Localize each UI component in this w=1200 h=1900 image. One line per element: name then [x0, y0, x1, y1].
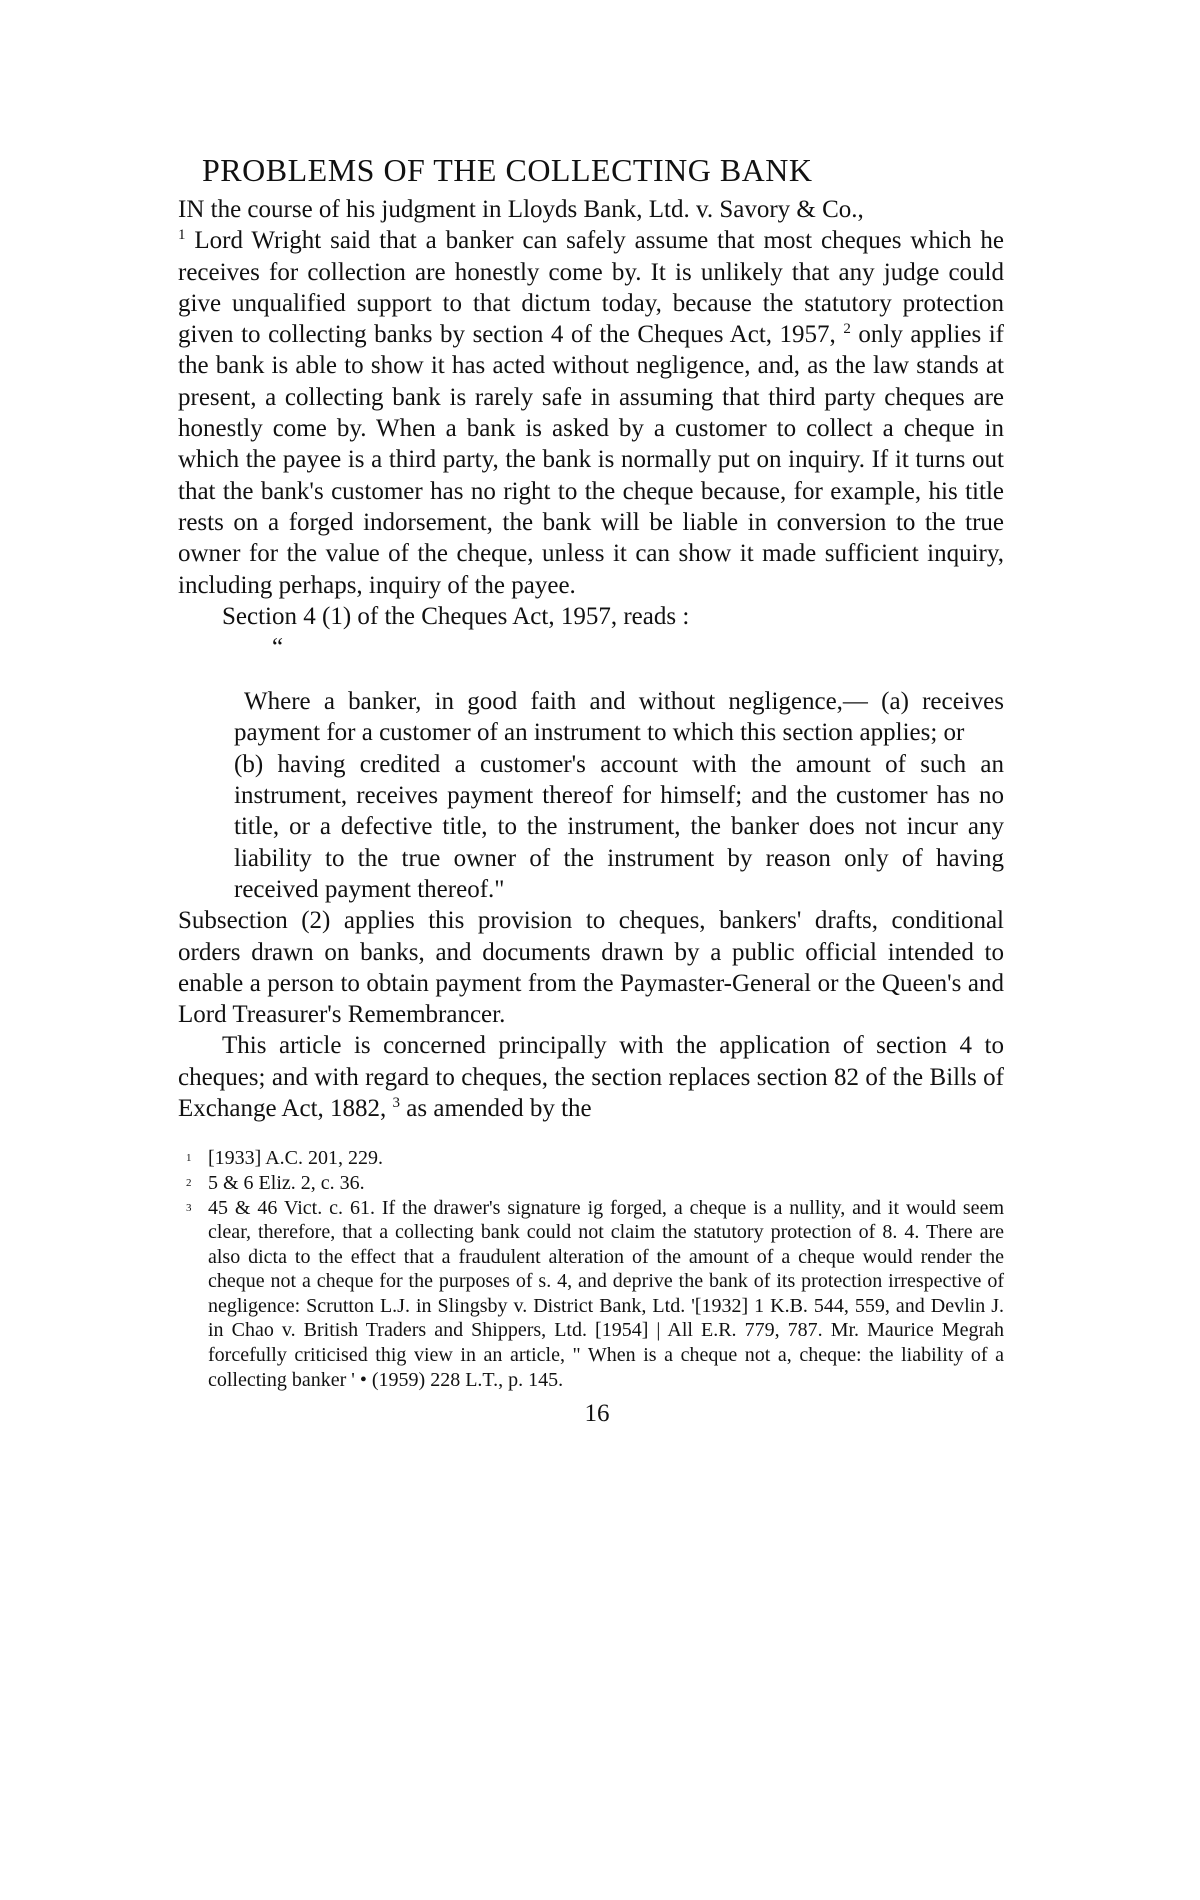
footnotes [178, 1146, 1004, 1392]
footnote [178, 1171, 1004, 1196]
article-title: PROBLEMS OF THE COLLECTING BANK [202, 152, 813, 188]
footnote-mark: 1 [186, 1152, 192, 1165]
paragraph-subsection: Subsection (2) applies this provision to cheques, bankers' drafts, conditional orders drawn on banks, and documents drawn by a public official intended to enable a person to obtain payment from the Paymaster-General or the Queen's and Lord Treasurer's Remembrancer. [178, 907, 1004, 1029]
paragraph-article-scope-text-a: This article is concerned principally with the application of section 4 to cheques; and with regard to cheques, the section replaces section 82 of the Bills of Exchange Act, 1882, [178, 1032, 1004, 1123]
page-number: 16 [584, 1400, 610, 1428]
opening-quote-mark: “ [272, 634, 284, 662]
footnote [178, 1196, 1004, 1393]
section-intro: Section 4 (1) of the Cheques Act, 1957, reads : [222, 602, 690, 630]
footnote [178, 1146, 1004, 1171]
footnote-mark: 2 [186, 1176, 192, 1189]
footnote-mark: 3 [186, 1201, 192, 1214]
paragraph-article-scope-text-b: as amended by the [400, 1095, 592, 1123]
footnote-ref-2: 2 [843, 321, 851, 338]
footnote-text: 5 & 6 Eliz. 2, c. 36. [208, 1171, 365, 1194]
footnote-ref-1: 1 [178, 227, 186, 244]
document-page [178, 150, 1004, 1428]
statute-quote-part-b: (b) having credited a customer's account with the amount of such an instrument, receives payment thereof for himself; and the customer has no title, or a defective title, to the instrument, the banker does not incur any liability to the true owner of the instrument by reason only of having received payment thereof." [234, 750, 1004, 903]
footnote-ref-3: 3 [392, 1095, 401, 1112]
paragraph-intro [178, 194, 1004, 601]
footnote-text: 45 & 46 Vict. c. 61. If the drawer's signature ig forged, a cheque is a nullity, and it would seem clear, therefore, that a collecting bank could not claim the statutory protection of 8. 4. There are also dicta to the effect that a fraudulent alteration of the amount of a cheque would render the cheque not a cheque for the purposes of s. 4, and deprive the bank of its protection irrespective of negligence: Scrutton L.J. in Slingsby v. District Bank, Ltd. '[1932] 1 K.B. 544, 559, and Devlin J. in Chao v. British Traders and Shippers, Ltd. [1954] | All E.R. 779, 787. Mr. Maurice Megrah forcefully criticised thig view in an article, " When is a cheque not a, cheque: the liability of a collecting banker ' • (1959) 228 L.T., p. 145. [208, 1196, 1004, 1391]
paragraph-intro-text-a: IN the course of his judgment in Lloyds Bank, Ltd. v. Savory & Co., [178, 196, 864, 223]
footnote-text: [1933] A.C. 201, 229. [208, 1147, 383, 1170]
paragraph-intro-text-c: only applies if the bank is able to show it has acted without negligence, and, as the law stands at present, a collecting bank is rarely safe in assuming that third party cheques are honestly come by. When a bank is asked by a customer to collect a cheque in which the payee is a third party, the bank is normally put on inquiry. If it turns out that the bank's customer has no right to the cheque because, for example, his title rests on a forged indorsement, the bank will be liable in conversion to the true owner for the value of the cheque, unless it can show it made sufficient inquiry, including perhaps, inquiry of the payee. [178, 321, 1005, 599]
paragraph-intro-text-b: Lord Wright said that a banker can safely assume that most cheques which he receives for collection are honestly come by. It is unlikely that any judge could give unqualified support to that dictum today, because the statutory protection given to collecting banks by section 4 of the Cheques Act, 1957, [178, 227, 1004, 349]
statute-quote-part-a: Where a banker, in good faith and without negligence,— (a) receives payment for a customer of an instrument to which this section applies; or [234, 688, 1004, 747]
paragraph-article-scope [178, 1030, 1004, 1124]
statute-quote [234, 686, 1004, 905]
